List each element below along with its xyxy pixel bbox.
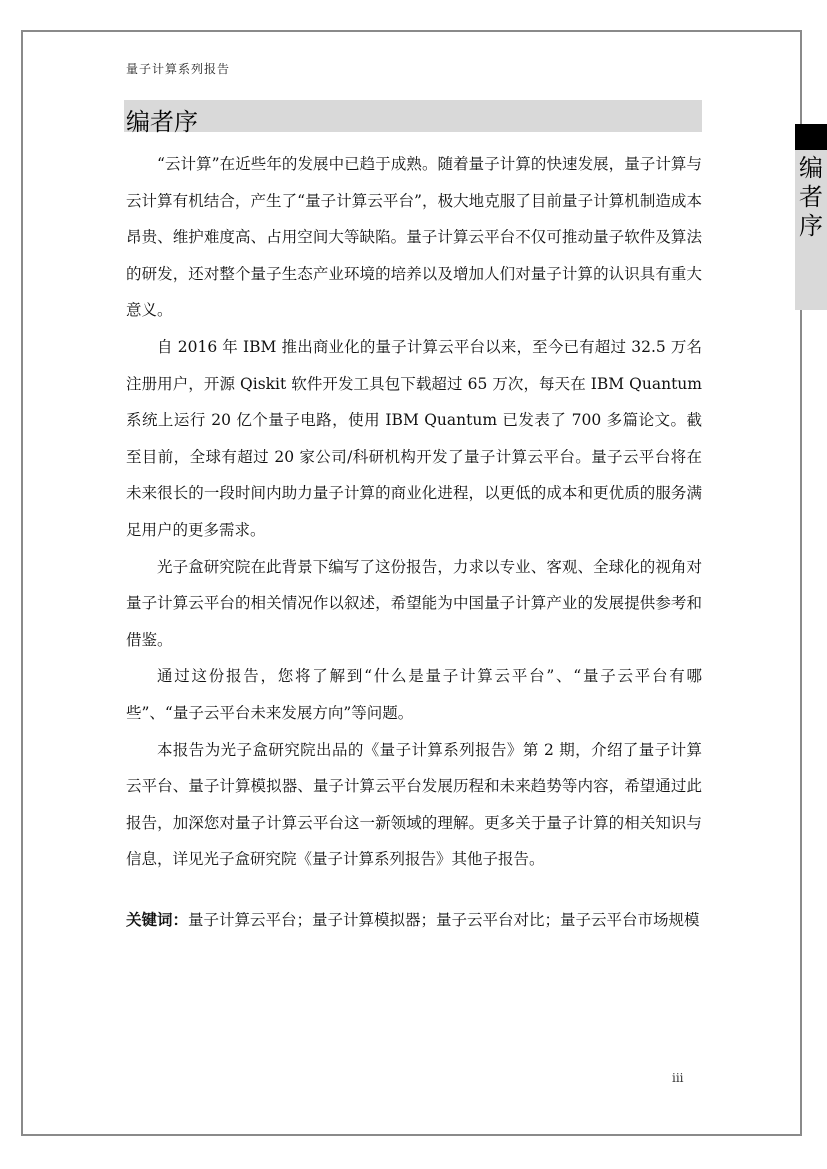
paragraph: 光子盒研究院在此背景下编写了这份报告，力求以专业、客观、全球化的视角对量子计算云平台的相关情况作以叙述，希望能为中国量子计算产业的发展提供参考和借鉴。 [126,557,702,649]
section-title-bar [124,100,702,136]
side-tab-label: 编者序 [799,154,823,240]
running-header: 量子计算系列报告 [126,62,231,76]
section-title: 编者序 [126,108,198,136]
keywords [126,902,702,939]
paragraph: 自 2016 年 IBM 推出商业化的量子计算云平台以来，至今已有超过 32.5 万名注册用户，开源 Qiskit 软件开发工具包下载超过 65 万次，每天在 IBM Quantum 系统上运行 20 亿个量子电路，使用 IBM Quantum 已发表了 700 多篇论文。截至目前，全球有超过 20 家公司/科研机构开发了量子计算云平台。量子云平台将在未来很长的一段时间内助力量子计算的商业化进程，以更低的成本和更优质的服务满足用户的更多需求。 [126,337,702,539]
keywords-text: 量子计算云平台；量子计算模拟器；量子云平台对比；量子云平台市场规模 [188,911,700,929]
side-tab-marker [795,124,827,150]
side-tab [795,124,827,310]
preface-body [126,146,702,878]
paragraph: 本报告为光子盒研究院出品的《量子计算系列报告》第 2 期，介绍了量子计算云平台、量子计算模拟器、量子计算云平台发展历程和未来趋势等内容，希望通过此报告，加深您对量子计算云平台这一新领域的理解。更多关于量子计算的相关知识与信息，详见光子盒研究院《量子计算系列报告》其他子报告。 [126,740,702,869]
paragraph: 通过这份报告，您将了解到“什么是量子计算云平台”、“量子云平台有哪些”、“量子云平台未来发展方向”等问题。 [126,667,702,722]
keywords-label: 关键词： [126,910,189,929]
paragraph: “云计算”在近些年的发展中已趋于成熟。随着量子计算的快速发展，量子计算与云计算有机结合，产生了“量子计算云平台”，极大地克服了目前量子计算机制造成本昂贵、维护难度高、占用空间大等缺陷。量子计算云平台不仅可推动量子软件及算法的研发，还对整个量子生态产业环境的培养以及增加人们对量子计算的认识具有重大意义。 [126,155,702,320]
page-number: iii [672,1071,684,1085]
